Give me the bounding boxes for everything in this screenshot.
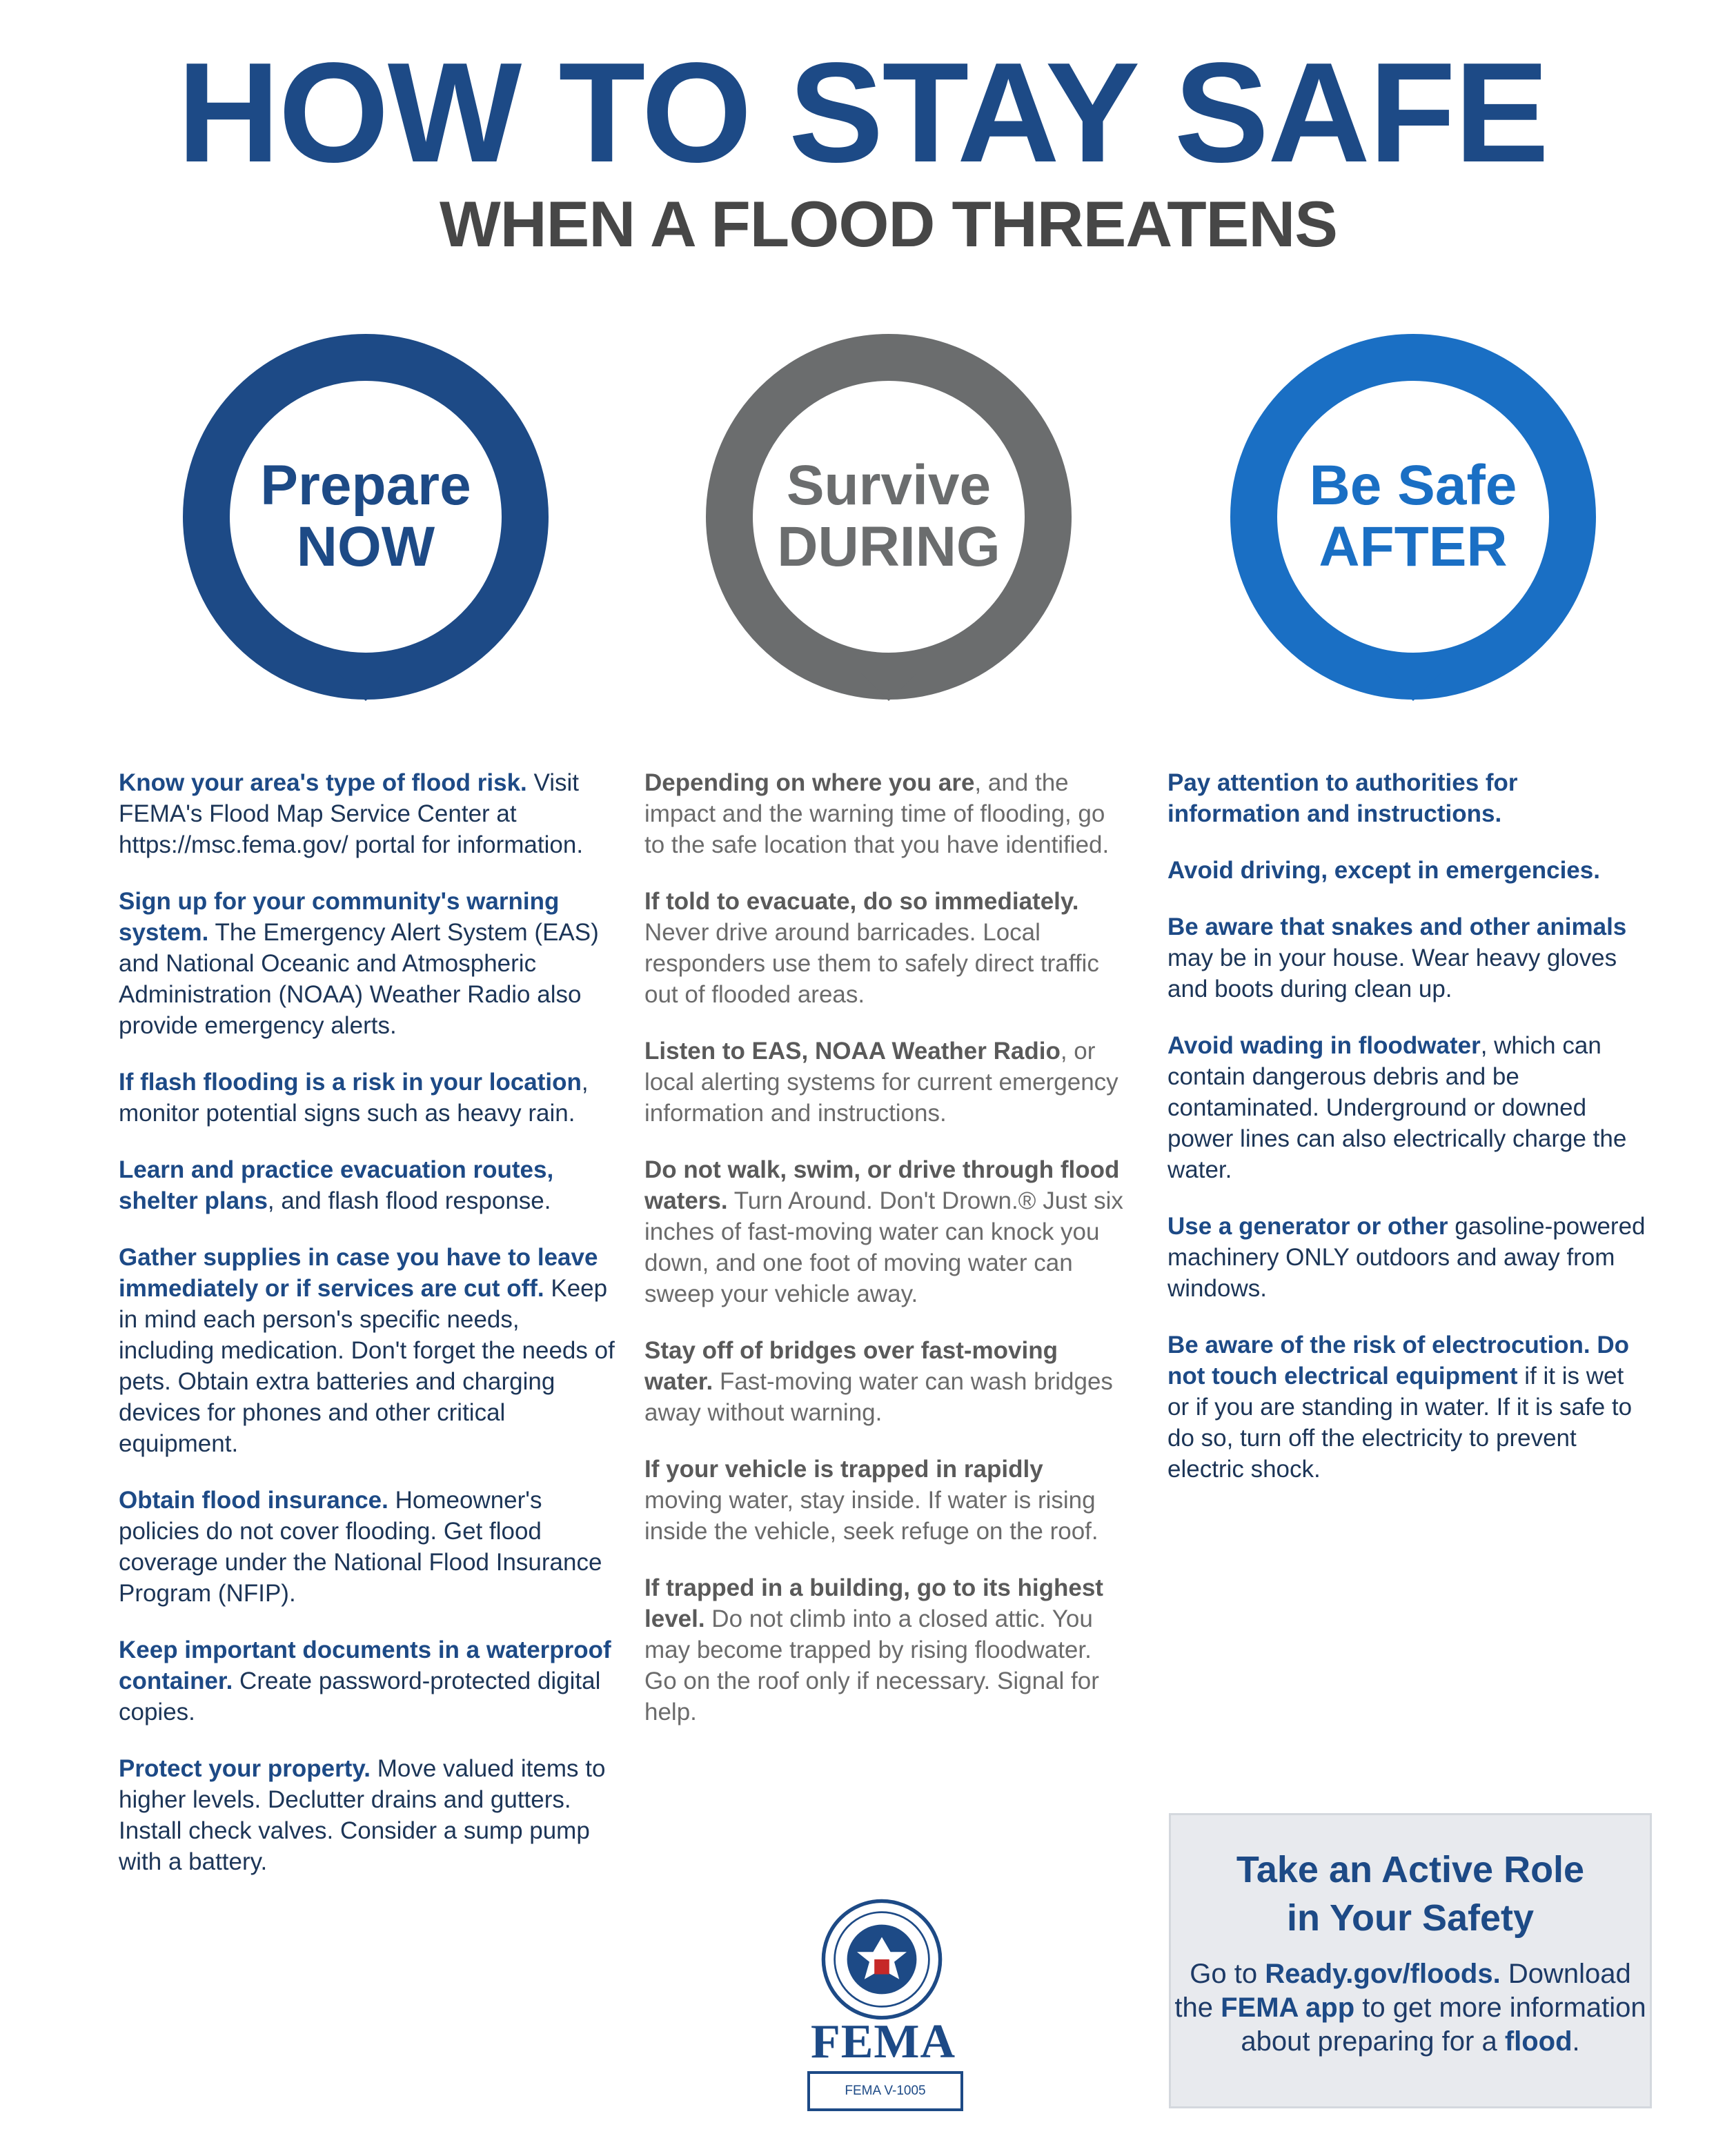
- survive-ring-line2: DURING: [777, 515, 1000, 578]
- prepare-now-badge: [179, 334, 552, 720]
- prepare-ring-line1: Prepare: [260, 454, 471, 517]
- callout-heading-line2: in Your Safety: [1286, 1897, 1535, 1939]
- active-role-callout: [1169, 1813, 1652, 2108]
- after-column: [1167, 767, 1650, 1510]
- prepare-item: Sign up for your community's warning system. The Emergency Alert System (EAS) and National Oceanic and Atmospheric Administration (NOAA) Weather Radio also provide emergency alerts.: [119, 888, 599, 1039]
- fema-document-code: FEMA V-1005: [807, 2071, 963, 2111]
- survive-item: Listen to EAS, NOAA Weather Radio, or local alerting systems for current emergency information and instructions.: [644, 1038, 1118, 1127]
- survive-item: Stay off of bridges over fast-moving water. Fast-moving water can wash bridges away without warning.: [644, 1337, 1113, 1426]
- survive-item: If your vehicle is trapped in rapidly moving water, stay inside. If water is rising inside the vehicle, seek refuge on the roof.: [644, 1456, 1098, 1545]
- chevron-down-icon: [1386, 673, 1441, 701]
- prepare-item: Protect your property. Move valued items to higher levels. Declutter drains and gutters. Install check valves. Consider a sump pump with a battery.: [119, 1755, 606, 1875]
- prepare-ring-line2: NOW: [296, 515, 435, 578]
- ready-gov-link[interactable]: Ready.gov/floods.: [1265, 1959, 1501, 1989]
- after-ring: [1230, 334, 1596, 700]
- prepare-item: Obtain flood insurance. Homeowner's policies do not cover flooding. Get flood coverage under the National Flood Insurance Program (NFIP).: [119, 1487, 602, 1607]
- after-item: Avoid wading in floodwater, which can contain dangerous debris and be contaminated. Underground or downed power lines can also electrically charge the water.: [1167, 1032, 1627, 1183]
- prepare-item: Know your area's type of flood risk. Visit FEMA's Flood Map Service Center at https://msc.fema.gov/ portal for information.: [119, 769, 584, 858]
- survive-during-badge: [702, 334, 1075, 720]
- prepare-item: Keep important documents in a waterproof container. Create password-protected digital copies.: [119, 1636, 611, 1725]
- after-item: Use a generator or other gasoline-powered machinery ONLY outdoors and away from windows.: [1167, 1213, 1646, 1302]
- survive-ring: [706, 334, 1072, 700]
- callout-heading-line1: Take an Active Role: [1236, 1849, 1585, 1890]
- after-item: Be aware that snakes and other animals may be in your house. Wear heavy gloves and boots during clean up.: [1167, 913, 1627, 1002]
- survive-item: If trapped in a building, go to its highest level. Do not climb into a closed attic. You may become trapped by rising floodwater. Go on the roof only if necessary. Signal for help.: [644, 1574, 1103, 1725]
- survive-item: Do not walk, swim, or drive through flood waters. Turn Around. Don't Drown.® Just six inches of fast-moving water can knock you down, and one foot of moving water can sweep your vehicle away.: [644, 1156, 1123, 1307]
- chevron-down-icon: [861, 673, 916, 701]
- prepare-item: Learn and practice evacuation routes, shelter plans, and flash flood response.: [119, 1156, 554, 1214]
- prepare-item: If flash flooding is a risk in your location, monitor potential signs such as heavy rain.: [119, 1069, 589, 1127]
- page-subtitle: WHEN A FLOOD THREATENS: [440, 188, 1337, 260]
- dhs-seal-icon: [820, 1897, 944, 2021]
- after-item: Avoid driving, except in emergencies.: [1167, 857, 1600, 884]
- after-item: Pay attention to authorities for information and instructions.: [1167, 769, 1518, 827]
- survive-column: [644, 767, 1127, 1753]
- survive-item: Depending on where you are, and the impact and the warning time of flooding, go to the safe location that you have identified.: [644, 769, 1110, 858]
- prepare-ring: [183, 334, 549, 700]
- after-ring-line2: AFTER: [1319, 515, 1508, 578]
- after-ring-line1: Be Safe: [1309, 454, 1517, 517]
- chevron-down-icon: [338, 673, 393, 701]
- survive-ring-line1: Survive: [786, 454, 992, 517]
- fema-app-text: FEMA app: [1221, 1992, 1355, 2023]
- survive-item: If told to evacuate, do so immediately. Never drive around barricades. Local responders use them to safely direct traffic out of flooded areas.: [644, 888, 1099, 1008]
- prepare-column: [119, 767, 615, 1903]
- fema-wordmark: FEMA: [810, 2015, 956, 2068]
- callout-body: Go to Ready.gov/floods. Download the FEMA app to get more information about preparing for a flood.: [1174, 1959, 1646, 2057]
- callout-heading: [1171, 1846, 1650, 1942]
- page-title: HOW TO STAY SAFE: [177, 33, 1548, 192]
- after-item: Be aware of the risk of electrocution. Do not touch electrical equipment if it is wet or if you are standing in water. If it is safe to do so, turn off the electricity to prevent electric shock.: [1167, 1332, 1633, 1483]
- be-safe-after-badge: [1227, 334, 1599, 720]
- prepare-item: Gather supplies in case you have to leave immediately or if services are cut off. Keep in mind each person's specific needs, including medication. Don't forget the needs of pets. Obtain extra batteries and charging devices for phones and other critical equipment.: [119, 1244, 615, 1457]
